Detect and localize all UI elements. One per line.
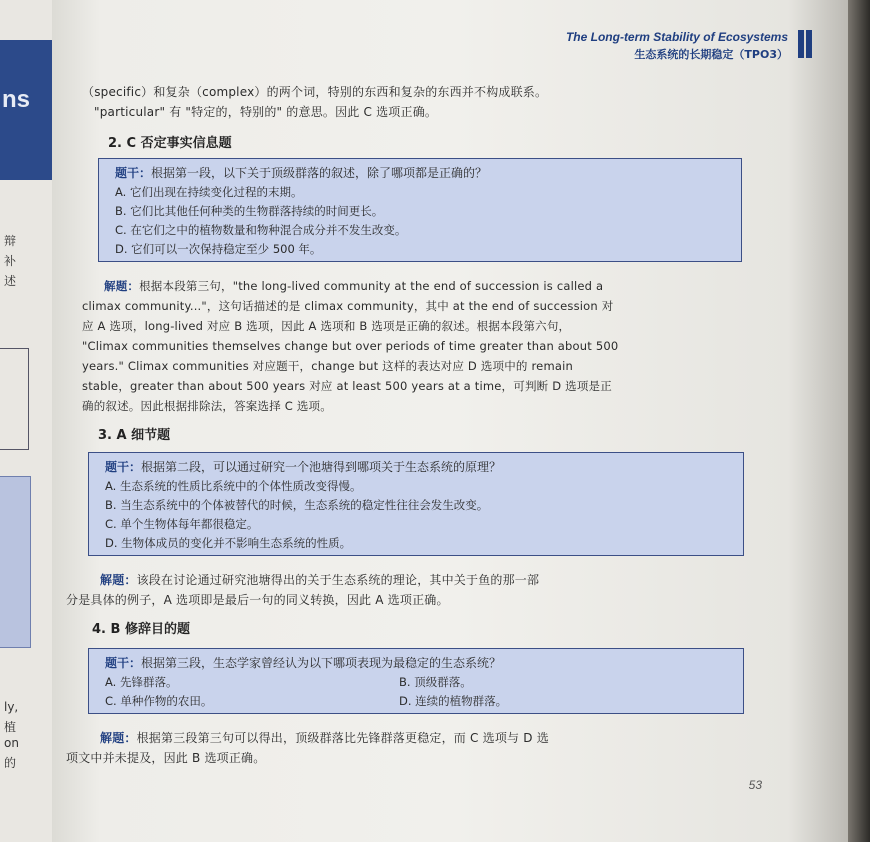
header-chinese-title: 生态系统的长期稳定（TPO3）: [634, 48, 788, 61]
answer-label: 解题：: [104, 279, 140, 293]
header-bar-decoration: [798, 30, 804, 58]
chapter-tab-text: ns: [2, 86, 31, 113]
book-page: [52, 0, 852, 842]
option-grid: [105, 692, 729, 711]
left-fragment: ly,: [4, 700, 19, 714]
left-fragment: 补: [4, 254, 17, 268]
answer-line: "Climax communities themselves change but over periods of time greater than about 500: [82, 339, 619, 353]
answer-line: 根据本段第三句，"the long-lived community at the end of succession is called a: [139, 279, 604, 293]
left-fragment: 述: [4, 274, 17, 288]
option-grid: [105, 673, 729, 692]
option-a: A. 生态系统的性质比系统中的个体性质改变得慢。: [105, 479, 362, 493]
question-3-box: [88, 452, 744, 556]
intro-line: "particular" 有 "特定的，特别的" 的意思。因此 C 选项正确。: [94, 105, 438, 119]
question-2-stem: [115, 163, 727, 183]
option-d: D. 连续的植物群落。: [399, 694, 508, 708]
left-table-edge: [0, 348, 29, 450]
question-4-heading: 4. B 修辞目的题: [92, 622, 190, 637]
answer-line: climax community..."，这句话描述的是 climax community，其中 at the end of succession 对: [82, 299, 614, 313]
previous-page-edge: [0, 0, 60, 842]
answer-line: stable，greater than about 500 years 对应 at least 500 years at a time，可判断 D 选项是正: [82, 379, 612, 393]
question-4-answer: [66, 728, 766, 768]
option-c: C. 在它们之中的植物数量和物种混合成分并不发生改变。: [115, 223, 407, 237]
left-fragment: 辩: [4, 234, 17, 248]
stem-label: 题干：: [105, 656, 142, 670]
running-header: [566, 30, 788, 62]
stem-text: 根据第一段，以下关于顶级群落的叙述，除了哪项都是正确的？: [151, 166, 488, 180]
question-3-heading: 3. A 细节题: [98, 428, 171, 443]
stem-text: 根据第二段，可以通过研究一个池塘得到哪项关于生态系统的原理？: [141, 460, 502, 474]
question-2-heading: 2. C 否定事实信息题: [108, 136, 232, 151]
question-3-answer: [66, 570, 766, 610]
answer-line: 确的叙述。因此根据排除法，答案选择 C 选项。: [82, 399, 332, 413]
left-fragment: on: [4, 736, 19, 750]
question-2-answer: [82, 276, 772, 416]
option-b: B. 顶级群落。: [399, 675, 472, 689]
left-box-edge: [0, 476, 31, 648]
header-english-title: The Long-term Stability of Ecosystems: [565, 30, 788, 44]
answer-line: 项文中并未提及，因此 B 选项正确。: [66, 751, 266, 765]
stem-text: 根据第三段，生态学家曾经认为以下哪项表现为最稳定的生态系统？: [141, 656, 502, 670]
option-c: C. 单个生物体每年都很稳定。: [105, 517, 259, 531]
question-4-stem: [105, 653, 729, 673]
stem-label: 题干：: [115, 166, 152, 180]
page-number: 53: [748, 778, 762, 792]
book-gutter-shadow: [848, 0, 870, 842]
answer-line: 该段在讨论通过研究池塘得出的关于生态系统的理论，其中关于鱼的那一部: [136, 573, 540, 587]
stem-label: 题干：: [105, 460, 142, 474]
option-d: D. 它们可以一次保持稳定至少 500 年。: [115, 242, 322, 256]
answer-line: years." Climax communities 对应题干，change but 这样的表达对应 D 选项中的 remain: [82, 359, 573, 373]
option-a: A. 先锋群落。: [105, 675, 178, 689]
answer-line: 根据第三段第三句可以得出，顶级群落比先锋群落更稳定，而 C 选项与 D 选: [136, 731, 549, 745]
option-d: D. 生物体成员的变化并不影响生态系统的性质。: [105, 536, 352, 550]
answer-label: 解题：: [100, 731, 137, 745]
question-4-box: [88, 648, 744, 714]
option-b: B. 当生态系统中的个体被替代的时候，生态系统的稳定性往往会发生改变。: [105, 498, 489, 512]
question-2-box: [98, 158, 742, 262]
answer-line: 分是具体的例子，A 选项即是最后一句的同义转换，因此 A 选项正确。: [66, 593, 449, 607]
intro-paragraph: [82, 82, 782, 122]
option-c: C. 单种作物的农田。: [105, 694, 213, 708]
left-fragment: 植: [4, 720, 17, 734]
intro-line: （specific）和复杂（complex）的两个词，特别的东西和复杂的东西并不构成联系。: [82, 85, 548, 99]
option-b: B. 它们比其他任何种类的生物群落持续的时间更长。: [115, 204, 384, 218]
answer-label: 解题：: [100, 573, 137, 587]
option-a: A. 它们出现在持续变化过程的末期。: [115, 185, 303, 199]
answer-line: 应 A 选项，long-lived 对应 B 选项，因此 A 选项和 B 选项是正确的叙述。根据本段第六句，: [82, 319, 571, 333]
left-fragment: 的: [4, 756, 17, 770]
question-3-stem: [105, 457, 729, 477]
